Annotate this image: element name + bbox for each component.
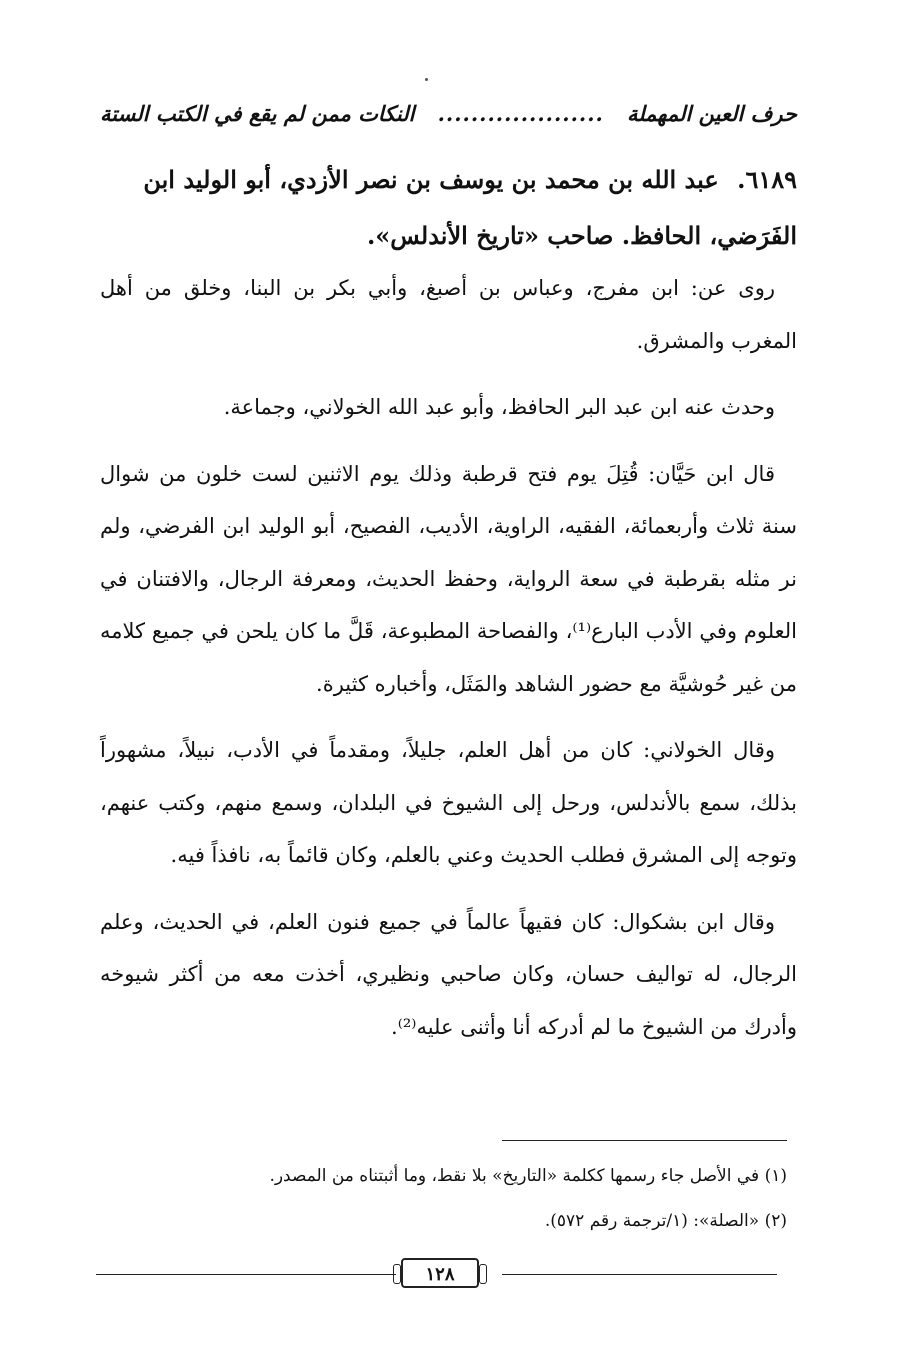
footnote-separator (502, 1140, 787, 1141)
entry-number: ٦١٨٩. (737, 165, 797, 194)
header-book-title: النكات ممن لم يقع في الكتب الستة (100, 101, 415, 126)
page-footer (96, 1258, 777, 1290)
entry-body (100, 262, 797, 1067)
running-header (100, 98, 797, 130)
footnote-2: (٢) «الصلة»: (١/ترجمة رقم ٥٧٢). (544, 1211, 787, 1231)
paragraph-ibn-bashkuwal: وقال ابن بشكوال: كان فقيهاً عالماً في جميع فنون العلم، في الحديث، وعلم الرجال، له تواليف حسان، وكان صاحبي ونظيري، أخذت معه من أكثر شيوخه وأدرك من الشيوخ ما لم أدركه أنا وأثنى عليه⁽²⁾. (100, 909, 797, 1039)
entry-title: عبد الله بن محمد بن يوسف بن نصر الأزدي، أبو الوليد ابن الفَرَضي، الحافظ. صاحب «تاريخ الأندلس». (143, 165, 797, 250)
page-number: ١٢٨ (401, 1258, 479, 1288)
header-chapter-title: حرف العين المهملة (626, 101, 797, 126)
footnote-1: (١) في الأصل جاء رسمها ككلمة «التاريخ» بلا نقط، وما أثبتناه من المصدر. (269, 1166, 787, 1186)
ink-speck (425, 78, 428, 81)
footer-rule-left (96, 1274, 396, 1275)
paragraph-narrated-by: وحدث عنه ابن عبد البر الحافظ، وأبو عبد الله الخولاني، وجماعة. (223, 395, 775, 419)
entry-heading (90, 152, 797, 264)
paragraph-ibn-hayyan: قال ابن حَيَّان: قُتِلَ يوم فتح قرطبة وذلك يوم الاثنين لست خلون من شوال سنة ثلاث وأربعمائة، الفقيه، الراوية، الأديب، الفصيح، أبو الوليد ابن الفرضي، ولم نر مثله بقرطبة في سعة الرواية، وحفظ الحديث، ومعرفة الرجال، والافتنان في العلوم وفي الأدب البارع⁽¹⁾، والفصاحة المطبوعة، قَلَّ ما كان يلحن في جميع كلامه من غير حُوشيَّة مع حضور الشاهد والمَثَل، وأخباره كثيرة. (100, 461, 798, 696)
paragraph-khawlani: وقال الخولاني: كان من أهل العلم، جليلاً، ومقدماً في الأدب، نبيلاً، مشهوراً بذلك، سمع بالأندلس، ورحل إلى الشيوخ في البلدان، وسمع منهم، وكتب عنهم، وتوجه إلى المشرق فطلب الحديث وعني بالعلم، وكان قائماً به، نافذاً فيه. (100, 738, 797, 867)
header-leader-dots: .................... (437, 101, 604, 126)
paragraph-narrated-from: روى عن: ابن مفرج، وعباس بن أصبغ، وأبي بكر بن البنا، وخلق من أهل المغرب والمشرق. (100, 276, 797, 353)
footer-rule-right (502, 1274, 777, 1275)
footnotes (110, 1154, 787, 1244)
